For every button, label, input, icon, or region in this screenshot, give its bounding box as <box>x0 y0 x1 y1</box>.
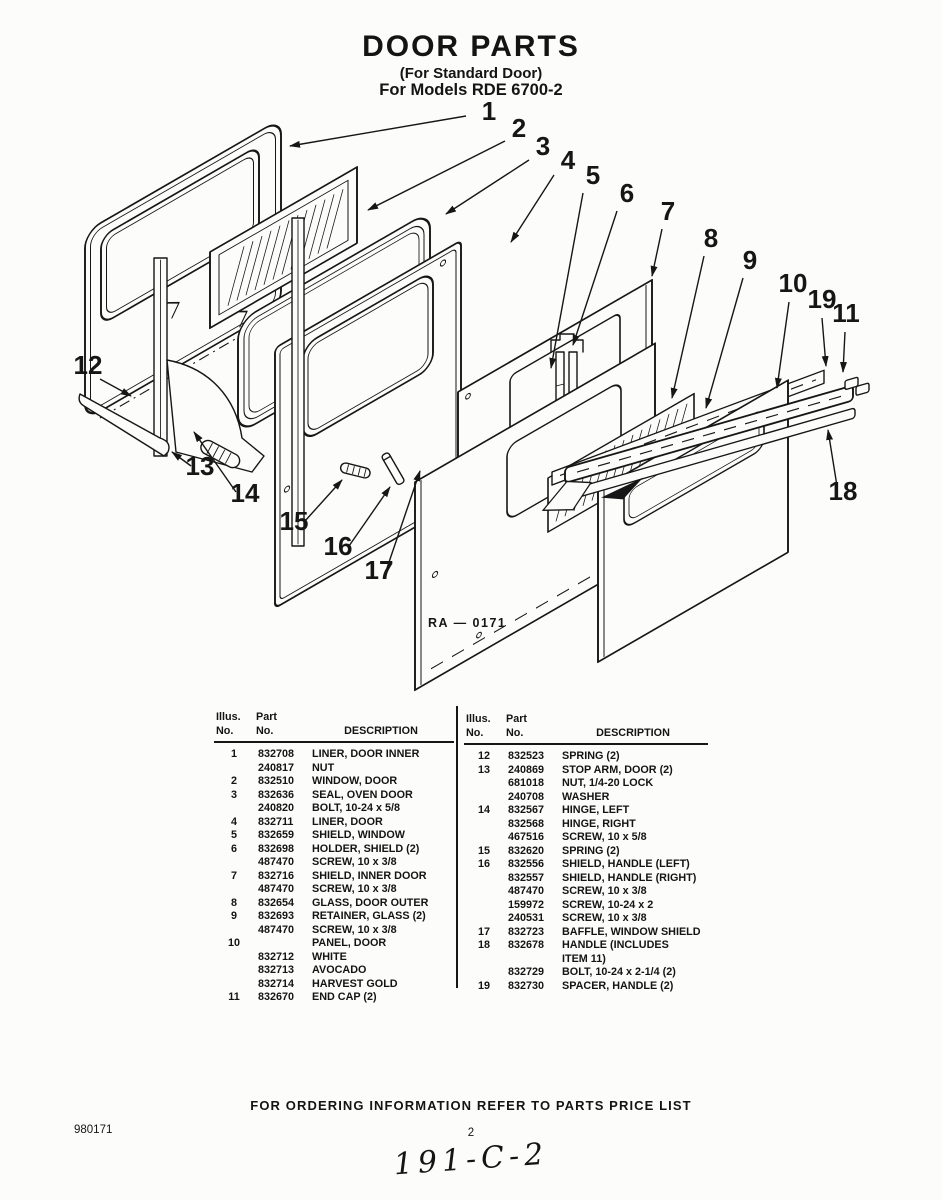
cell-illus-no: 9 <box>230 910 237 922</box>
cell-description: NUT <box>312 761 335 774</box>
table-row <box>464 750 708 764</box>
cell-illus-no <box>464 966 504 980</box>
cell-description: SHIELD, WINDOW <box>312 829 405 841</box>
callout-number-13: 13 <box>185 451 215 481</box>
cell-description: SHIELD, HANDLE (LEFT) <box>562 858 690 870</box>
cell-illus-no: 19 <box>477 979 490 992</box>
cell-description: LINER, DOOR INNER <box>312 748 420 760</box>
cell-part-no: 832557 <box>508 871 545 884</box>
table-row <box>464 777 708 791</box>
cell-illus-no <box>464 777 504 791</box>
cell-illus-no: 5 <box>230 829 237 841</box>
ordering-note: FOR ORDERING INFORMATION REFER TO PARTS PRICE LIST <box>250 1098 692 1113</box>
cell-part-no: 832568 <box>508 817 545 830</box>
cell-illus-no <box>214 883 254 897</box>
cell-illus-no: 4 <box>230 815 237 828</box>
cell-part-no: 240820 <box>258 802 295 814</box>
cell-part-no: 487470 <box>258 856 295 868</box>
cell-part-no: 832714 <box>258 977 295 990</box>
cell-illus-no: 13 <box>477 763 490 776</box>
table-row <box>214 775 454 789</box>
col-header-illus-no: No. <box>466 726 484 739</box>
cell-part-no: 832729 <box>508 966 545 978</box>
parts-table-right <box>464 713 708 993</box>
callout-number-8: 8 <box>703 223 719 253</box>
callout-leader-3 <box>446 160 529 214</box>
cell-part-no <box>504 953 558 967</box>
cell-description: GLASS, DOOR OUTER <box>312 896 429 909</box>
table-row <box>214 802 454 816</box>
callout-leader-19 <box>822 318 826 366</box>
cell-description: HINGE, LEFT <box>562 804 630 816</box>
cell-illus-no <box>464 953 504 967</box>
table-row <box>214 762 454 776</box>
col-header-illus: Illus. <box>216 711 241 723</box>
callout-number-3: 3 <box>535 131 551 161</box>
cell-description: SPRING (2) <box>562 750 620 762</box>
callout-number-4: 4 <box>560 145 576 175</box>
col-header-spacer <box>308 711 454 725</box>
table-row <box>214 991 454 1005</box>
table-row <box>214 789 454 803</box>
cell-part-no: 240869 <box>508 763 545 776</box>
callout-number-17: 17 <box>364 555 394 585</box>
table-row <box>464 872 708 886</box>
table-row <box>464 980 708 994</box>
callout-number-15: 15 <box>279 506 309 536</box>
cell-illus-no <box>464 912 504 926</box>
cell-description: SCREW, 10 x 3/8 <box>562 885 647 897</box>
callout-number-1: 1 <box>481 96 497 126</box>
table-row <box>214 748 454 762</box>
cell-description: LINER, DOOR <box>312 815 383 828</box>
callout-number-6: 6 <box>619 178 635 208</box>
table-row <box>464 912 708 926</box>
cell-part-no: 832708 <box>258 748 295 760</box>
cell-description: NUT, 1/4-20 LOCK <box>562 777 654 789</box>
cell-description: SPRING (2) <box>562 844 620 857</box>
cell-illus-no <box>464 818 504 832</box>
cell-part-no: 487470 <box>508 885 545 897</box>
cell-description: END CAP (2) <box>312 991 377 1003</box>
cell-part-no: 487470 <box>258 923 295 936</box>
cell-description: SCREW, 10 x 3/8 <box>312 856 397 868</box>
table-row <box>464 926 708 940</box>
table-row <box>464 966 708 980</box>
table-row <box>214 978 454 992</box>
cell-description: SCREW, 10 x 3/8 <box>312 883 397 895</box>
table-header <box>214 711 454 743</box>
cell-description: SCREW, 10 x 3/8 <box>312 923 397 936</box>
cell-illus-no: 15 <box>477 844 490 857</box>
callout-number-12: 12 <box>73 350 103 380</box>
table-row <box>464 818 708 832</box>
table-header <box>464 713 708 745</box>
title-subtitle-2: For Models RDE 6700-2 <box>379 81 563 100</box>
cell-description: SCREW, 10 x 3/8 <box>562 912 647 924</box>
col-header-part: Part <box>506 713 528 725</box>
cell-illus-no <box>214 856 254 870</box>
cell-illus-no: 11 <box>228 991 240 1003</box>
callout-number-7: 7 <box>660 196 676 226</box>
cell-part-no: 487470 <box>258 883 295 895</box>
cell-description: BOLT, 10-24 x 2-1/4 (2) <box>562 966 676 978</box>
table-row <box>214 951 454 965</box>
cell-description: SHIELD, HANDLE (RIGHT) <box>562 871 697 884</box>
col-header-spacer <box>558 713 708 727</box>
callout-number-11: 11 <box>832 298 860 328</box>
title-subtitle-1: (For Standard Door) <box>399 64 543 82</box>
parts-table-left <box>214 711 454 1005</box>
handwritten-annotation: 191-C-2 <box>392 1136 550 1183</box>
table-row <box>214 843 454 857</box>
figure-label: RA — 0171 <box>428 616 507 630</box>
cell-description: HANDLE (INCLUDES <box>562 939 669 951</box>
cell-illus-no <box>214 951 254 965</box>
table-row <box>464 939 708 953</box>
callout-leader-11 <box>843 332 845 372</box>
cell-illus-no: 3 <box>230 788 237 801</box>
cell-illus-no: 16 <box>477 858 490 870</box>
table-row <box>464 899 708 913</box>
table-body <box>214 748 454 1005</box>
cell-illus-no: 18 <box>477 939 490 951</box>
cell-illus-no: 2 <box>230 775 237 787</box>
callout-number-5: 5 <box>585 160 601 190</box>
table-row <box>464 831 708 845</box>
callout-number-19: 19 <box>807 284 837 314</box>
cell-part-no: 832636 <box>258 788 295 801</box>
cell-illus-no <box>464 831 504 845</box>
col-header-part-no: No. <box>506 726 524 739</box>
col-header-description: DESCRIPTION <box>596 726 670 739</box>
cell-illus-no <box>464 872 504 886</box>
cell-part-no: 832693 <box>258 910 295 922</box>
cell-part-no: 240531 <box>508 912 545 924</box>
cell-illus-no: 1 <box>230 748 237 760</box>
cell-illus-no: 10 <box>227 937 240 949</box>
table-body <box>464 750 708 993</box>
cell-part-no <box>254 937 308 951</box>
cell-description: BAFFLE, WINDOW SHIELD <box>562 925 701 938</box>
cell-illus-no: 7 <box>230 869 237 882</box>
cell-part-no: 832670 <box>258 991 295 1003</box>
cell-part-no: 240708 <box>508 790 545 803</box>
page-number: 2 <box>467 1127 475 1139</box>
cell-part-no: 832716 <box>258 869 295 882</box>
cell-part-no: 832523 <box>508 750 545 762</box>
cell-part-no: 240817 <box>258 761 295 774</box>
cell-part-no: 159972 <box>508 898 545 911</box>
cell-part-no: 832723 <box>508 925 545 938</box>
col-header-illus: Illus. <box>466 713 491 725</box>
cell-description: SPACER, HANDLE (2) <box>562 979 674 992</box>
cell-illus-no <box>214 762 254 776</box>
cell-illus-no: 6 <box>230 842 237 855</box>
cell-description: RETAINER, GLASS (2) <box>312 910 426 922</box>
col-header-part-no: No. <box>256 724 274 737</box>
callout-leader-1 <box>290 116 466 146</box>
col-header-description: DESCRIPTION <box>344 724 418 737</box>
cell-description: SCREW, 10-24 x 2 <box>562 898 654 911</box>
table-row <box>214 829 454 843</box>
cell-description: BOLT, 10-24 x 5/8 <box>312 802 401 814</box>
table-row <box>214 816 454 830</box>
cell-part-no: 832711 <box>258 815 294 828</box>
cell-part-no: 832620 <box>508 844 545 857</box>
cell-description: STOP ARM, DOOR (2) <box>562 763 673 776</box>
cell-part-no: 832654 <box>258 896 295 909</box>
doc-number: 980171 <box>74 1124 113 1136</box>
cell-illus-no <box>214 802 254 816</box>
callout-number-10: 10 <box>778 268 808 298</box>
table-row <box>464 791 708 805</box>
part-hinge-right-rail <box>292 218 304 546</box>
table-row <box>214 856 454 870</box>
table-row <box>214 883 454 897</box>
cell-illus-no: 12 <box>477 750 490 762</box>
cell-description: ITEM 11) <box>562 952 606 965</box>
cell-description: WASHER <box>562 790 610 803</box>
callout-leader-8 <box>672 256 704 398</box>
cell-part-no: 832712 <box>258 950 295 963</box>
cell-part-no: 832510 <box>258 775 295 787</box>
callout-number-2: 2 <box>511 113 527 143</box>
cell-description: WINDOW, DOOR <box>312 775 398 787</box>
cell-illus-no: 17 <box>477 925 490 938</box>
callout-number-16: 16 <box>323 531 353 561</box>
cell-part-no: 681018 <box>508 777 545 789</box>
callout-leader-7 <box>652 229 662 276</box>
cell-part-no: 832713 <box>258 964 295 976</box>
cell-description: PANEL, DOOR <box>312 937 387 949</box>
cell-part-no: 832678 <box>508 939 545 951</box>
table-row <box>464 845 708 859</box>
cell-description: HOLDER, SHIELD (2) <box>312 842 420 855</box>
cell-illus-no <box>214 924 254 938</box>
cell-description: WHITE <box>312 950 347 963</box>
page-title: DOOR PARTS <box>362 30 580 63</box>
cell-illus-no <box>214 964 254 978</box>
cell-illus-no <box>214 978 254 992</box>
callout-number-18: 18 <box>828 476 858 506</box>
cell-illus-no: 14 <box>477 804 490 816</box>
cell-part-no: 832659 <box>258 829 295 841</box>
cell-part-no: 832698 <box>258 842 295 855</box>
col-header-illus-no: No. <box>216 724 234 737</box>
callout-number-14: 14 <box>230 478 260 508</box>
col-header-part: Part <box>256 711 278 723</box>
table-row <box>214 870 454 884</box>
table-divider <box>456 706 458 988</box>
cell-description: HINGE, RIGHT <box>562 817 636 830</box>
table-row <box>214 964 454 978</box>
table-row <box>214 910 454 924</box>
cell-description: SCREW, 10 x 5/8 <box>562 831 647 843</box>
cell-part-no: 832556 <box>508 858 545 870</box>
callout-leader-10 <box>777 302 789 388</box>
table-row <box>214 897 454 911</box>
cell-illus-no <box>464 885 504 899</box>
table-row <box>214 937 454 951</box>
table-row <box>464 764 708 778</box>
table-row <box>464 953 708 967</box>
callout-leader-2 <box>368 141 505 210</box>
cell-illus-no <box>464 899 504 913</box>
callout-leader-9 <box>706 278 743 408</box>
table-row <box>464 804 708 818</box>
cell-description: HARVEST GOLD <box>312 977 398 990</box>
cell-illus-no <box>464 791 504 805</box>
callout-leader-4 <box>511 175 554 242</box>
table-row <box>464 885 708 899</box>
cell-part-no: 832730 <box>508 979 545 992</box>
table-row <box>464 858 708 872</box>
cell-part-no: 832567 <box>508 804 545 816</box>
cell-part-no: 467516 <box>508 831 545 843</box>
cell-description: SEAL, OVEN DOOR <box>312 788 413 801</box>
callout-number-9: 9 <box>742 245 758 275</box>
cell-description: SHIELD, INNER DOOR <box>312 869 427 882</box>
cell-illus-no: 8 <box>230 896 237 909</box>
table-row <box>214 924 454 938</box>
cell-description: AVOCADO <box>312 964 367 976</box>
